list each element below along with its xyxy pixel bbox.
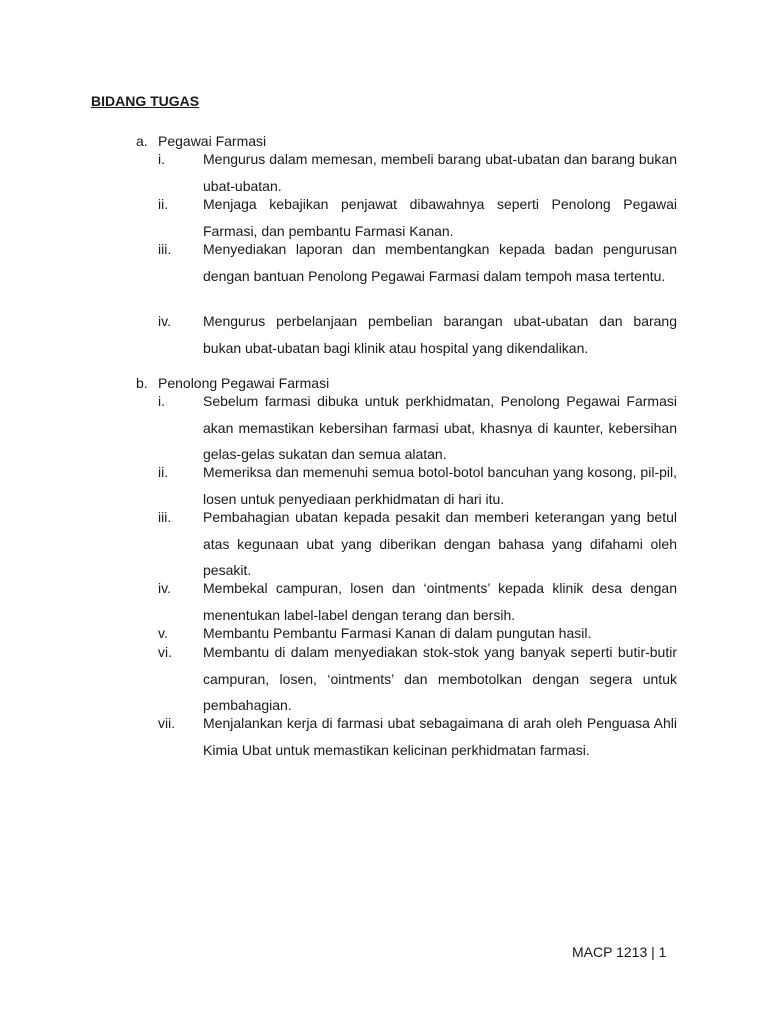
item-text: Mengurus perbelanjaan pembelian barangan ubat-ubatan dan barang bukan ubat-ubatan bagi klinik atau hospital yang dikendalikan. xyxy=(203,313,677,356)
item-text: Membantu Pembantu Farmasi Kanan di dalam pungutan hasil. xyxy=(203,625,592,641)
section-b-label: Penolong Pegawai Farmasi xyxy=(158,375,330,391)
item-text: Membekal campuran, losen dan ‘ointments’ kepada klinik desa dengan menentukan label-label dengan terang dan bersih. xyxy=(203,580,677,623)
item-text: Menyediakan laporan dan membentangkan kepada badan pengurusan dengan bantuan Penolong Pegawai Farmasi dalam tempoh masa tertentu. xyxy=(203,241,677,284)
item-number: i. xyxy=(158,393,165,409)
item-number: v. xyxy=(158,625,168,641)
item-text: Sebelum farmasi dibuka untuk perkhidmatan, Penolong Pegawai Farmasi akan memastikan kebersihan farmasi ubat, khasnya di kaunter, kebersihan gelas-gelas sukatan dan semua alatan. xyxy=(203,393,677,462)
item-text: Pembahagian ubatan kepada pesakit dan memberi keterangan yang betul atas kegunaan ubat yang diberikan dengan bahasa yang difahami oleh pesakit. xyxy=(203,509,677,578)
item-text: Memeriksa dan memenuhi semua botol-botol bancuhan yang kosong, pil-pil, losen untuk penyediaan perkhidmatan di hari itu. xyxy=(203,464,677,507)
item-number: i. xyxy=(158,151,165,167)
page-title: BIDANG TUGAS xyxy=(91,93,200,109)
section-b-marker: b. xyxy=(136,375,148,391)
item-number: iv. xyxy=(158,580,171,596)
item-text: Menjaga kebajikan penjawat dibawahnya seperti Penolong Pegawai Farmasi, dan pembantu Farmasi Kanan. xyxy=(203,196,677,239)
item-number: iv. xyxy=(158,313,171,329)
item-text: Membantu di dalam menyediakan stok-stok yang banyak seperti butir-butir campuran, losen, ‘ointments’ dan membotolkan dengan segera untuk pembahagian. xyxy=(203,644,677,713)
item-number: ii. xyxy=(158,464,169,480)
item-number: iii. xyxy=(158,241,172,257)
item-text: Mengurus dalam memesan, membeli barang ubat-ubatan dan barang bukan ubat-ubatan. xyxy=(203,151,677,194)
item-text: Menjalankan kerja di farmasi ubat sebagaimana di arah oleh Penguasa Ahli Kimia Ubat untuk memastikan kelicinan perkhidmatan farmasi. xyxy=(203,715,677,758)
item-number: ii. xyxy=(158,196,169,212)
item-number: vi. xyxy=(158,644,172,660)
section-a-marker: a. xyxy=(136,133,148,149)
section-a-label: Pegawai Farmasi xyxy=(158,133,267,149)
item-number: iii. xyxy=(158,509,172,525)
item-number: vii. xyxy=(158,715,176,731)
page-footer: MACP 1213 | 1 xyxy=(572,944,667,960)
